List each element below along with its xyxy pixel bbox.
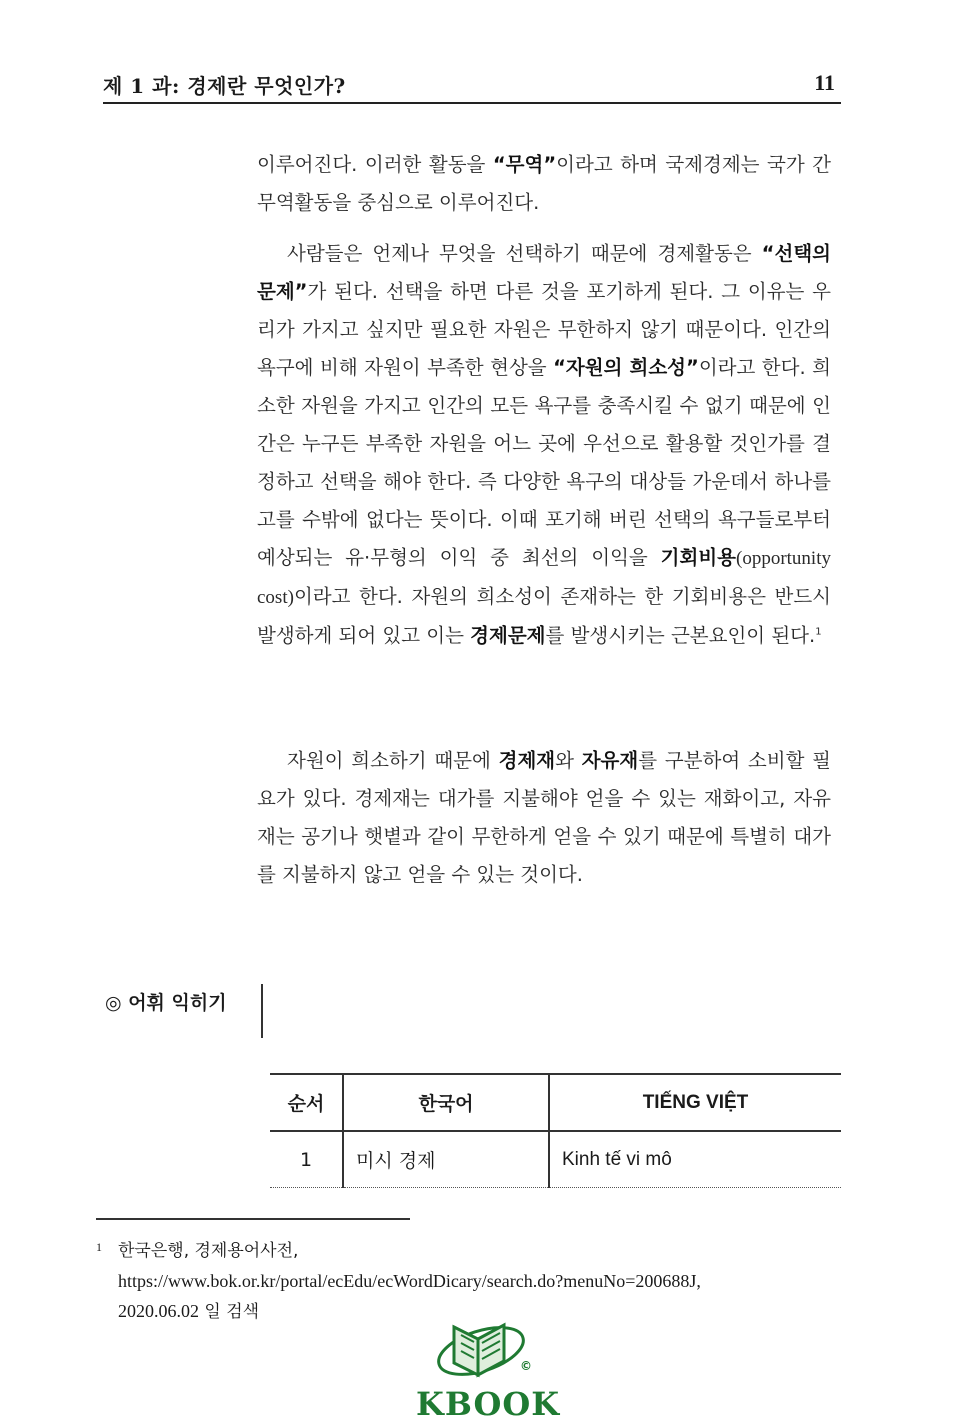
text-span: 를 구분하여 소비할 필요가 있다. 경제재는 대가를 지불해야 얻을 수 있는 재화이고, 자유재는 공기나 햇볕과 같이 무한하게 얻을 수 있기 때문에 특별히 대가를 지불하지 않고 얻을 수 있는 것이다. <box>257 749 831 886</box>
english-term: (opportunity cost) <box>257 548 831 608</box>
vocab-table <box>270 1073 841 1188</box>
column-header-korean: 한국어 <box>343 1074 549 1131</box>
cell-vietnamese: Kinh tế vi mô <box>549 1131 841 1188</box>
text-span: 가 된다. 선택을 하면 다른 것을 포기하게 된다. 그 이유는 우리가 가지고 싶지만 필요한 자원은 무한하지 않기 때문이다. 인간의 욕구에 비해 자원이 부족한 현상을 <box>257 280 831 379</box>
copyright-mark: © <box>520 1359 532 1373</box>
vocab-heading: ◎ 어휘 익히기 <box>105 992 227 1014</box>
cell-order: 1 <box>270 1131 343 1188</box>
column-header-vietnamese: TIẾNG VIỆT <box>549 1074 841 1131</box>
text-span: 이라고 하며 국제경제는 국가 간 무역활동을 중심으로 이루어진다. <box>257 153 831 214</box>
text-span: 를 발생시키는 근본요인이 된다. <box>545 624 816 647</box>
term-economic-goods: 경제재 <box>498 749 556 772</box>
text-span: 사람들은 언제나 무엇을 선택하기 때문에 경제활동은 <box>287 242 762 265</box>
footnote-source: 한국은행, 경제용어사전, <box>118 1241 299 1261</box>
divider <box>261 984 263 1038</box>
chapter-title: 제 1 과: 경제란 무엇인가? <box>103 74 346 98</box>
paragraph-2 <box>257 235 831 655</box>
term-scarcity: “자원의 희소성” <box>553 356 699 379</box>
book-icon <box>416 1305 546 1390</box>
logo-text: KBOOK <box>416 1385 561 1423</box>
text-span: 와 <box>555 749 582 772</box>
footnote-date: 2020.06.02 <box>118 1301 199 1321</box>
kbook-logo <box>416 1305 561 1423</box>
footnote-divider <box>96 1218 410 1220</box>
text-span: 자원이 희소하기 때문에 <box>287 749 499 772</box>
footnote-date-suffix: 일 검색 <box>199 1302 260 1322</box>
text-span: 이라고 한다. 자원의 희소성이 존재하는 한 기회비용은 반드시 발생하게 되어 있고 이는 <box>257 585 831 647</box>
term-opportunity-cost: 기회비용 <box>660 546 736 569</box>
term-economic-problem: 경제문제 <box>470 624 546 647</box>
footnote-mark: 1 <box>96 1240 102 1254</box>
column-header-order: 순서 <box>270 1074 343 1131</box>
term-trade: “무역” <box>492 153 557 176</box>
paragraph-1 <box>257 146 831 222</box>
table-header-row <box>270 1074 841 1131</box>
page-header <box>103 66 841 104</box>
term-free-goods: 자유재 <box>581 749 639 772</box>
footnote-ref[interactable]: 1 <box>815 626 822 638</box>
cell-korean: 미시 경제 <box>343 1131 549 1188</box>
footnote-url[interactable]: https://www.bok.or.kr/portal/ecEdu/ecWordDicary/search.do?menuNo=200688J, <box>118 1271 701 1291</box>
text-span: 이라고 한다. 희소한 자원을 가지고 인간의 모든 욕구를 충족시킬 수 없기 때문에 인간은 누구든 부족한 자원을 어느 곳에 우선으로 활용할 것인가를 결정하고 선택을 해야 한다. 즉 다양한 욕구의 대상들 가운데서 하나를 고를 수밖에 없다는 뜻이다. 이때 포기해 버린 선택의 욕구들로부터 예상되는 유·무형의 이익 중 최선의 이익을 <box>257 356 831 569</box>
paragraph-3 <box>257 742 831 894</box>
text-span: 이루어진다. 이러한 활동을 <box>257 153 493 176</box>
table-row <box>270 1131 841 1188</box>
term-choice-problem: “선택의 문제” <box>257 242 831 303</box>
page-number: 11 <box>814 70 835 95</box>
